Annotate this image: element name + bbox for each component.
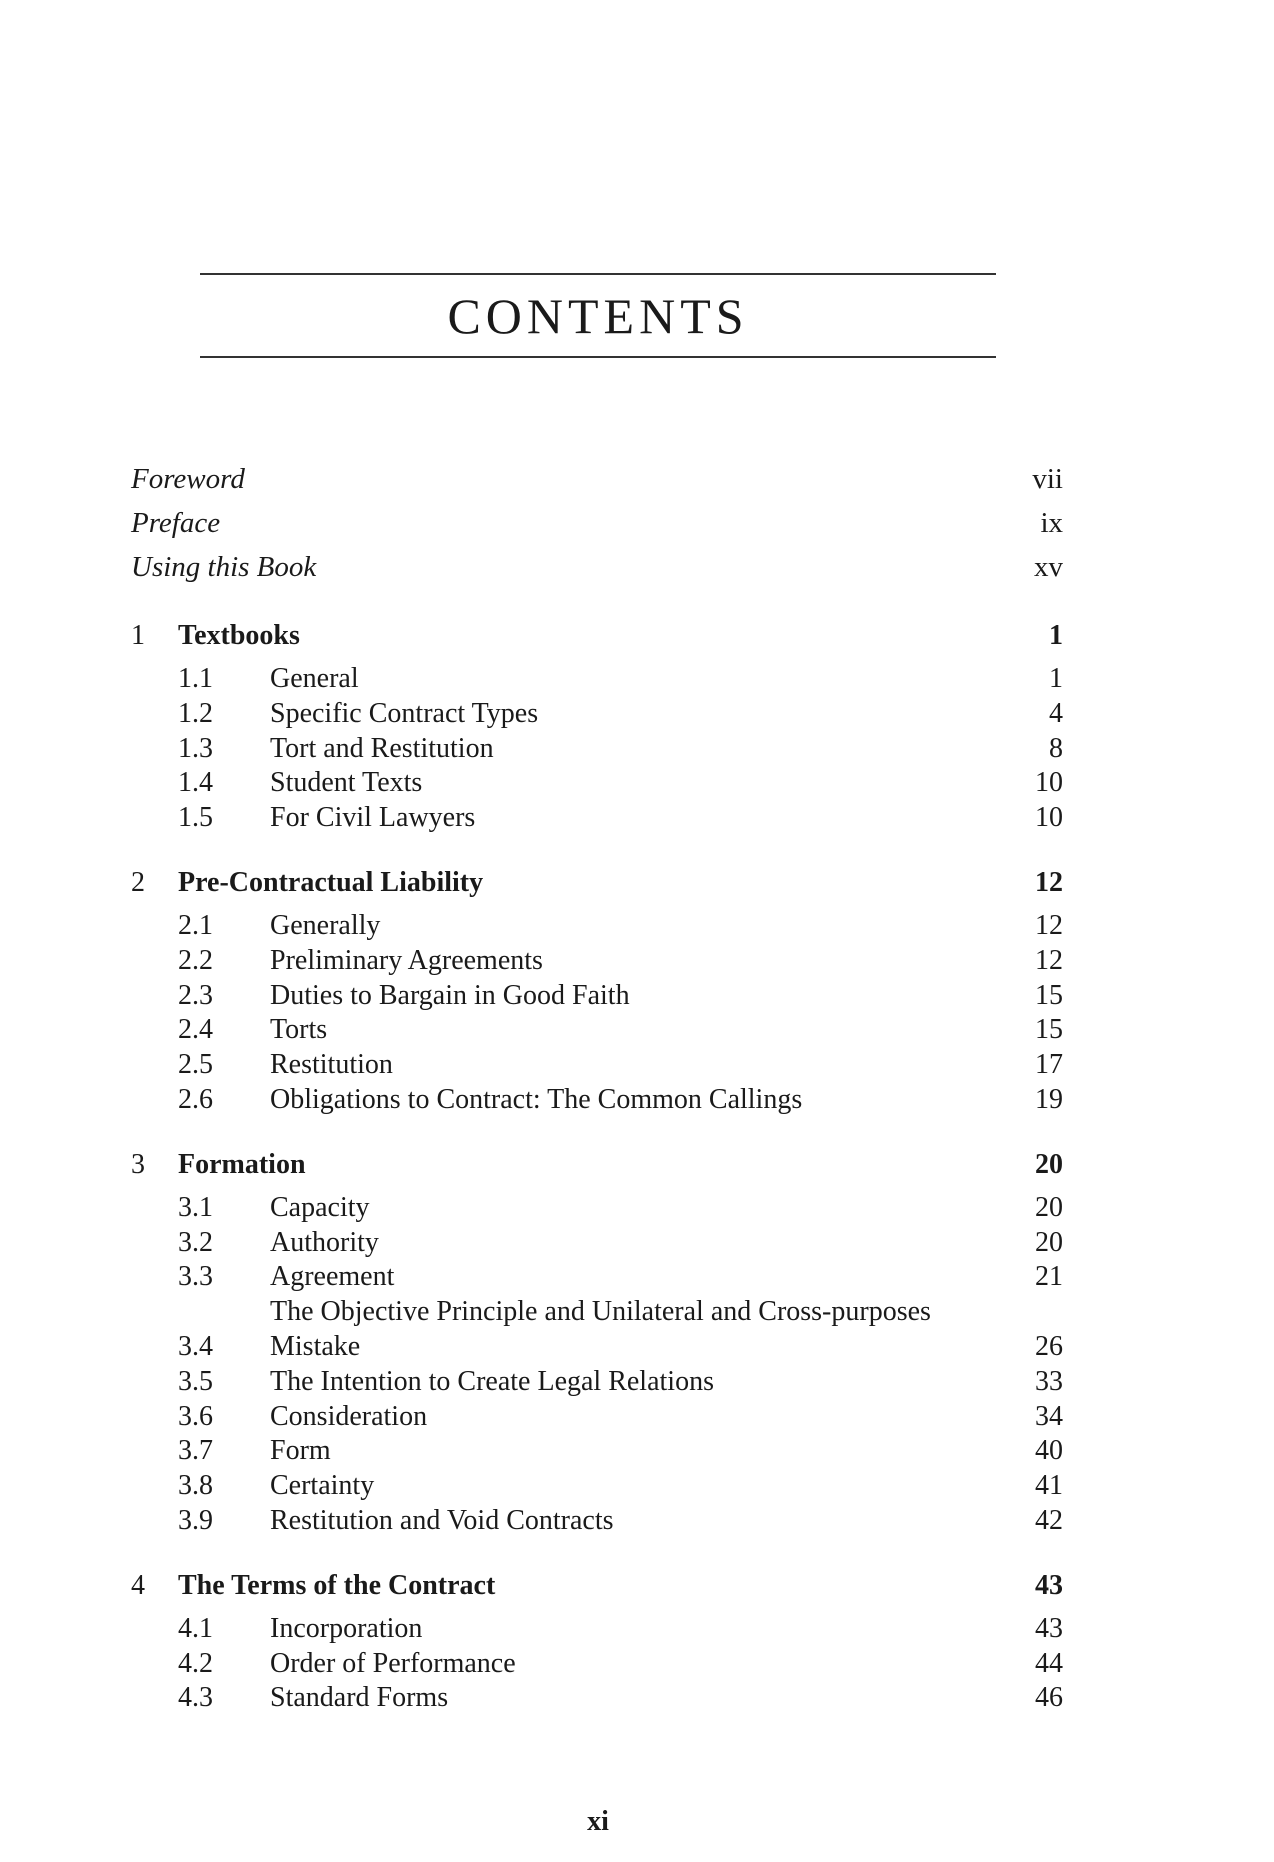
toc-entry-section[interactable]	[131, 1504, 1063, 1539]
section-title: Student Texts	[270, 767, 423, 799]
toc-entry-front-matter[interactable]	[131, 501, 1063, 545]
section-title: Restitution and Void Contracts	[270, 1504, 614, 1536]
section-number: 1.5	[178, 802, 213, 834]
section-list	[131, 1612, 1063, 1716]
section-number: 3.5	[178, 1365, 213, 1397]
entry-page: xv	[1034, 551, 1063, 583]
section-page: 15	[1035, 979, 1063, 1011]
section-title: Duties to Bargain in Good Faith	[270, 979, 630, 1011]
toc-entry-section[interactable]	[131, 1226, 1063, 1261]
section-number: 3.2	[178, 1226, 213, 1258]
section-title: Preliminary Agreements	[270, 944, 543, 976]
section-title: Restitution	[270, 1049, 393, 1081]
toc-entry-section[interactable]	[131, 662, 1063, 697]
section-title: Authority	[270, 1226, 379, 1258]
toc-entry-section[interactable]	[131, 766, 1063, 801]
toc-entry-chapter[interactable]	[131, 1145, 1063, 1185]
section-number: 3.4	[178, 1330, 213, 1362]
section-title: Obligations to Contract: The Common Callings	[270, 1083, 803, 1115]
toc-entry-chapter[interactable]	[131, 863, 1063, 903]
toc-entry-section[interactable]	[131, 732, 1063, 767]
toc-entry-section[interactable]	[131, 1469, 1063, 1504]
section-list	[131, 1191, 1063, 1539]
section-number: 3.8	[178, 1470, 213, 1502]
entry-title: Preface	[131, 507, 221, 539]
section-number: 4.1	[178, 1612, 213, 1644]
toc-entry-front-matter[interactable]	[131, 457, 1063, 501]
chapter-title: The Terms of the Contract	[178, 1569, 496, 1601]
section-title: Certainty	[270, 1470, 375, 1502]
section-number: 1.1	[178, 663, 213, 694]
toc-entry-section[interactable]	[131, 1365, 1063, 1400]
section-page: 15	[1035, 1014, 1063, 1046]
section-number: 1.3	[178, 732, 213, 764]
section-page: 20	[1035, 1191, 1063, 1223]
entry-page: ix	[1040, 507, 1063, 539]
toc-entry-section[interactable]	[131, 909, 1063, 944]
chapter-number: 1	[131, 620, 145, 651]
section-title: Incorporation	[270, 1612, 423, 1644]
toc-entry-section[interactable]	[131, 1260, 1063, 1295]
section-page: 8	[1049, 732, 1063, 764]
section-page: 42	[1035, 1504, 1063, 1536]
toc-entry-section[interactable]	[131, 1013, 1063, 1048]
toc-entry-section[interactable]	[131, 979, 1063, 1014]
section-title: Agreement	[270, 1261, 395, 1293]
toc-entry-front-matter[interactable]	[131, 545, 1063, 589]
toc-entry-section[interactable]	[131, 1681, 1063, 1716]
toc-entry-section[interactable]	[131, 1434, 1063, 1469]
section-number: 2.1	[178, 909, 213, 941]
section-list	[131, 662, 1063, 836]
section-title: Specific Contract Types	[270, 697, 539, 729]
section-page: 44	[1035, 1647, 1063, 1679]
section-number: 4.3	[178, 1682, 213, 1714]
chapter-page: 20	[1035, 1148, 1063, 1180]
toc-entry-section[interactable]	[131, 1191, 1063, 1226]
section-number: 3.9	[178, 1504, 213, 1536]
section-page: 10	[1035, 767, 1063, 799]
chapter-title: Pre-Contractual Liability	[178, 866, 484, 898]
section-number: 2.6	[178, 1083, 213, 1115]
page-title: CONTENTS	[447, 288, 749, 344]
toc-entry-section[interactable]	[131, 1647, 1063, 1682]
chapter-number: 2	[131, 866, 145, 898]
section-number: 1.4	[178, 767, 213, 799]
toc-entry-chapter[interactable]	[131, 616, 1063, 656]
section-title: Tort and Restitution	[270, 732, 494, 764]
section-number: 3.3	[178, 1261, 213, 1293]
section-number: 4.2	[178, 1647, 213, 1679]
toc-entry-chapter[interactable]	[131, 1566, 1063, 1606]
section-number: 3.1	[178, 1191, 213, 1223]
section-page: 40	[1035, 1435, 1063, 1467]
section-number: 2.5	[178, 1049, 213, 1081]
section-title: General	[270, 663, 359, 694]
section-page: 10	[1035, 802, 1063, 834]
section-page: 17	[1035, 1049, 1063, 1081]
toc-entry-section[interactable]	[131, 1048, 1063, 1083]
section-title: Generally	[270, 909, 381, 941]
toc-entry-section[interactable]	[131, 697, 1063, 732]
section-number: 2.2	[178, 944, 213, 976]
section-title: Consideration	[270, 1400, 428, 1432]
toc-entry-section[interactable]	[131, 1295, 1063, 1365]
table-of-contents	[131, 457, 1063, 1716]
section-page: 1	[1049, 663, 1063, 694]
section-title: For Civil Lawyers	[270, 802, 476, 834]
section-title: Form	[270, 1435, 331, 1467]
chapter-number: 3	[131, 1148, 145, 1180]
section-page: 33	[1035, 1365, 1063, 1397]
section-page: 46	[1035, 1682, 1063, 1714]
section-page: 20	[1035, 1226, 1063, 1258]
title-bottom-rule	[200, 356, 996, 358]
section-number: 3.7	[178, 1435, 213, 1467]
section-title: Capacity	[270, 1191, 370, 1223]
chapter-number: 4	[131, 1569, 145, 1601]
toc-entry-section[interactable]	[131, 1083, 1063, 1118]
chapter-title: Textbooks	[178, 620, 300, 651]
section-list	[131, 909, 1063, 1118]
section-title: Order of Performance	[270, 1647, 516, 1679]
entry-page: vii	[1032, 463, 1063, 495]
section-page: 12	[1035, 909, 1063, 941]
entry-title: Using this Book	[131, 551, 317, 583]
section-title: Standard Forms	[270, 1682, 449, 1714]
section-title: The Intention to Create Legal Relations	[270, 1365, 714, 1397]
section-page: 19	[1035, 1083, 1063, 1115]
section-number: 3.6	[178, 1400, 213, 1432]
toc-entry-section[interactable]	[131, 801, 1063, 836]
title-top-rule	[200, 273, 996, 275]
section-number: 2.3	[178, 979, 213, 1011]
section-number: 1.2	[178, 697, 213, 729]
section-page: 4	[1049, 697, 1063, 729]
toc-entry-section[interactable]	[131, 944, 1063, 979]
toc-entry-section[interactable]	[131, 1400, 1063, 1435]
chapter-page: 43	[1035, 1569, 1063, 1601]
section-title: Torts	[270, 1014, 328, 1046]
section-page: 43	[1035, 1612, 1063, 1644]
chapter-title: Formation	[178, 1148, 306, 1180]
section-title: The Objective Principle and Unilateral and Cross-purposes Mistake	[270, 1296, 931, 1362]
section-page: 21	[1035, 1261, 1063, 1293]
chapter-page: 1	[1049, 620, 1063, 651]
section-page: 12	[1035, 944, 1063, 976]
chapter-page: 12	[1035, 866, 1063, 898]
entry-title: Foreword	[131, 463, 245, 495]
section-page: 26	[1035, 1330, 1063, 1362]
section-page: 41	[1035, 1470, 1063, 1502]
page-number: xi	[587, 1806, 609, 1837]
toc-entry-section[interactable]	[131, 1612, 1063, 1647]
section-number: 2.4	[178, 1014, 213, 1046]
section-page: 34	[1035, 1400, 1063, 1432]
